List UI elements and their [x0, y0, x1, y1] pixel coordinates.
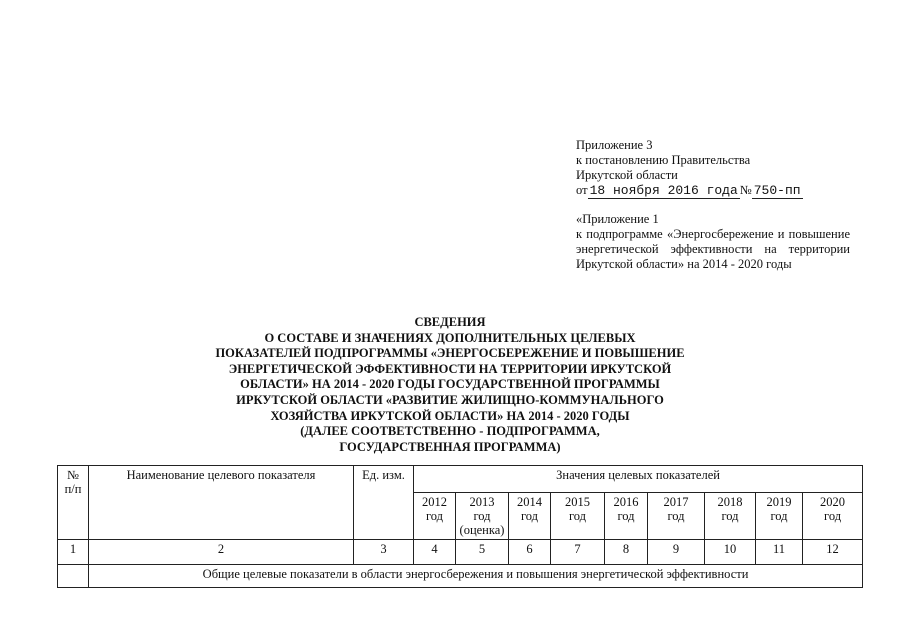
column-number: 3 [354, 540, 414, 565]
section-title: Общие целевые показатели в области энергосбережения и повышения энергетической эффективности [89, 565, 863, 588]
title-line: ЭНЕРГЕТИЧЕСКОЙ ЭФФЕКТИВНОСТИ НА ТЕРРИТОРИИ ИРКУТСКОЙ [228, 361, 672, 376]
title-line: ГОСУДАРСТВЕННАЯ ПРОГРАММА) [339, 439, 561, 454]
title-line: ПОКАЗАТЕЛЕЙ ПОДПРОГРАММЫ «ЭНЕРГОСБЕРЕЖЕНИЕ И ПОВЫШЕНИЕ [215, 346, 685, 361]
column-number: 7 [551, 540, 605, 565]
year-header: 2020 год [803, 493, 863, 540]
column-number: 12 [803, 540, 863, 565]
number-prefix: № [739, 183, 752, 197]
document-title [140, 315, 760, 455]
appendix-date-line [576, 183, 850, 198]
number-value: 750-пп [753, 183, 801, 198]
column-number: 8 [605, 540, 648, 565]
header-unit: Ед. изм. [354, 466, 414, 540]
header-values: Значения целевых показателей [414, 466, 863, 493]
column-number: 1 [58, 540, 89, 565]
title-line: ИРКУТСКОЙ ОБЛАСТИ «РАЗВИТИЕ ЖИЛИЩНО-КОММУНАЛЬНОГО [236, 392, 664, 407]
title-line: О СОСТАВЕ И ЗНАЧЕНИЯХ ДОПОЛНИТЕЛЬНЫХ ЦЕЛЕВЫХ [264, 330, 636, 345]
sub-appendix [576, 212, 850, 272]
date-prefix: от [576, 183, 588, 197]
column-number: 2 [89, 540, 354, 565]
year-header: 2017 год [648, 493, 705, 540]
sub-appendix-text: к подпрограмме «Энергосбережение и повышение энергетической эффективности на территории Иркутской области» на 2014 - 2020 годы [576, 227, 850, 271]
year-header: 2018 год [705, 493, 756, 540]
title-line: ОБЛАСТИ» НА 2014 - 2020 ГОДЫ ГОСУДАРСТВЕННОЙ ПРОГРАММЫ [240, 377, 660, 392]
appendix-number: Приложение 3 [576, 138, 653, 152]
appendix-resolution: к постановлению Правительства [576, 153, 751, 167]
table-header-row [58, 466, 863, 493]
header-indicator-name: Наименование целевого показателя [89, 466, 354, 540]
sub-appendix-title: «Приложение 1 [576, 212, 659, 226]
section-empty-cell [58, 565, 89, 588]
appendix-header [576, 138, 850, 198]
title-line: ХОЗЯЙСТВА ИРКУТСКОЙ ОБЛАСТИ» НА 2014 - 2020 ГОДЫ [270, 408, 630, 423]
column-number: 5 [456, 540, 509, 565]
header-num: № п/п [58, 466, 89, 540]
year-header: 2012 год [414, 493, 456, 540]
column-number: 6 [509, 540, 551, 565]
year-header: 2016 год [605, 493, 648, 540]
year-header: 2019 год [756, 493, 803, 540]
date-value: 18 ноября 2016 года [589, 183, 738, 198]
year-header: 2015 год [551, 493, 605, 540]
indicators-table [57, 465, 863, 588]
column-number: 10 [705, 540, 756, 565]
column-number: 9 [648, 540, 705, 565]
table-section-row [58, 565, 863, 588]
year-header: 2013 год (оценка) [456, 493, 509, 540]
table-numbering-row [58, 540, 863, 565]
column-number: 4 [414, 540, 456, 565]
column-number: 11 [756, 540, 803, 565]
year-header: 2014 год [509, 493, 551, 540]
title-line: (ДАЛЕЕ СООТВЕТСТВЕННО - ПОДПРОГРАММА, [300, 424, 600, 439]
title-line: СВЕДЕНИЯ [414, 315, 486, 329]
appendix-region: Иркутской области [576, 168, 678, 182]
